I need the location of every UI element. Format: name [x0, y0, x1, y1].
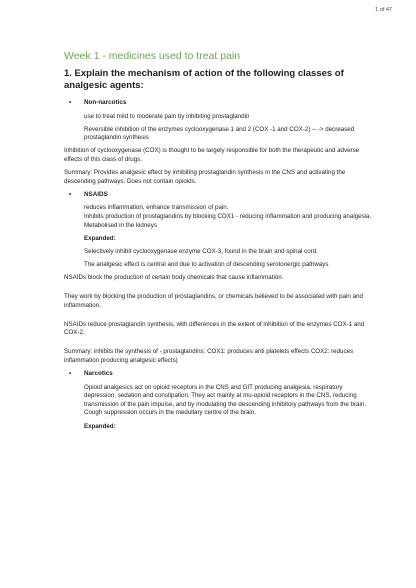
paragraph: use to treat mild to moderate pain by inhibiting prostaglandin	[84, 112, 250, 120]
paragraph: Summary: inhibits the synthesis of - prostaglandins: COX1: produces anti platelets effects COX2: reduces inflammation producing analgesic effects)	[64, 348, 354, 364]
paragraph: Reversible inhibition of the enzymes cyclooxygenase 1 and 2 (COX -1 and COX-2) -- -> decreased prostaglandin synthesis	[84, 125, 355, 142]
bullet-heading: Non-narcotics	[84, 99, 127, 106]
paragraph: The analgesic effect is central and due to activation of descending serotonergic pathways	[84, 260, 329, 268]
paragraph: Selectively inhibit cyclooxygenase enzyme COX-3, found in the brain and spinal cord.	[84, 247, 318, 255]
paragraph: reduces inflammation, enhance transmission of pain.	[84, 204, 229, 212]
bullet-heading: Narcotics	[84, 370, 113, 378]
bullet-icon: •	[69, 370, 72, 378]
bullet-icon: •	[69, 99, 72, 106]
bullet-icon: •	[69, 190, 72, 198]
paragraph: Opioid analgesics act on opioid receptors in the CNS and GIT producing analgesia, respiratory depression, sedation and constipation. They act mainly at mu-opioid receptors in the CNS, reducing transmission of the pain impulse, and by modulating the descending inhibitory pathways from the brain. Cough suppression occurs in the medullary centre of the brain.	[84, 383, 367, 417]
bullet-non-narcotics	[64, 99, 372, 108]
paragraph: NSAIDs reduce prostaglandin synthesis, with differences in the extent of inhibition of the enzymes COX-1 and COX-2.	[64, 320, 365, 337]
page-number: 1 of 47	[375, 7, 392, 13]
paragraph: Inhibits production of prostaglandins by blocking COX1 - reducing inflammation and producing analgesia. Metabolised in the kidneys	[84, 212, 372, 229]
expanded-label: Expanded:	[84, 234, 116, 242]
expanded-label: Expanded:	[84, 422, 116, 430]
question-title: 1. Explain the mechanism of action of the following classes of analgesic agents:	[64, 68, 344, 91]
paragraph: They work by blocking the production of prostaglandins, or chemicals believed to be associated with pain and inflammation.	[64, 293, 363, 309]
paragraph: Summary: Provides analgesic effect by inhibiting prostaglandin synthesis in the CNS and activating the descending pathways. Does not contain opioids.	[64, 169, 346, 185]
week-title: Week 1 - medicines used to treat pain	[64, 50, 241, 62]
bullet-nsaids	[64, 191, 372, 200]
paragraph: Inhibition of cyclooxygenase (COX) is thought to be largely responsible for both the therapeutic and adverse effects of this class of drugs.	[64, 147, 360, 163]
document-body	[64, 50, 372, 436]
bullet-heading: NSAIDS	[84, 190, 108, 198]
paragraph: NSAIDs block the production of certain body chemicals that cause inflammation.	[64, 273, 284, 281]
bullet-narcotics	[64, 370, 372, 379]
